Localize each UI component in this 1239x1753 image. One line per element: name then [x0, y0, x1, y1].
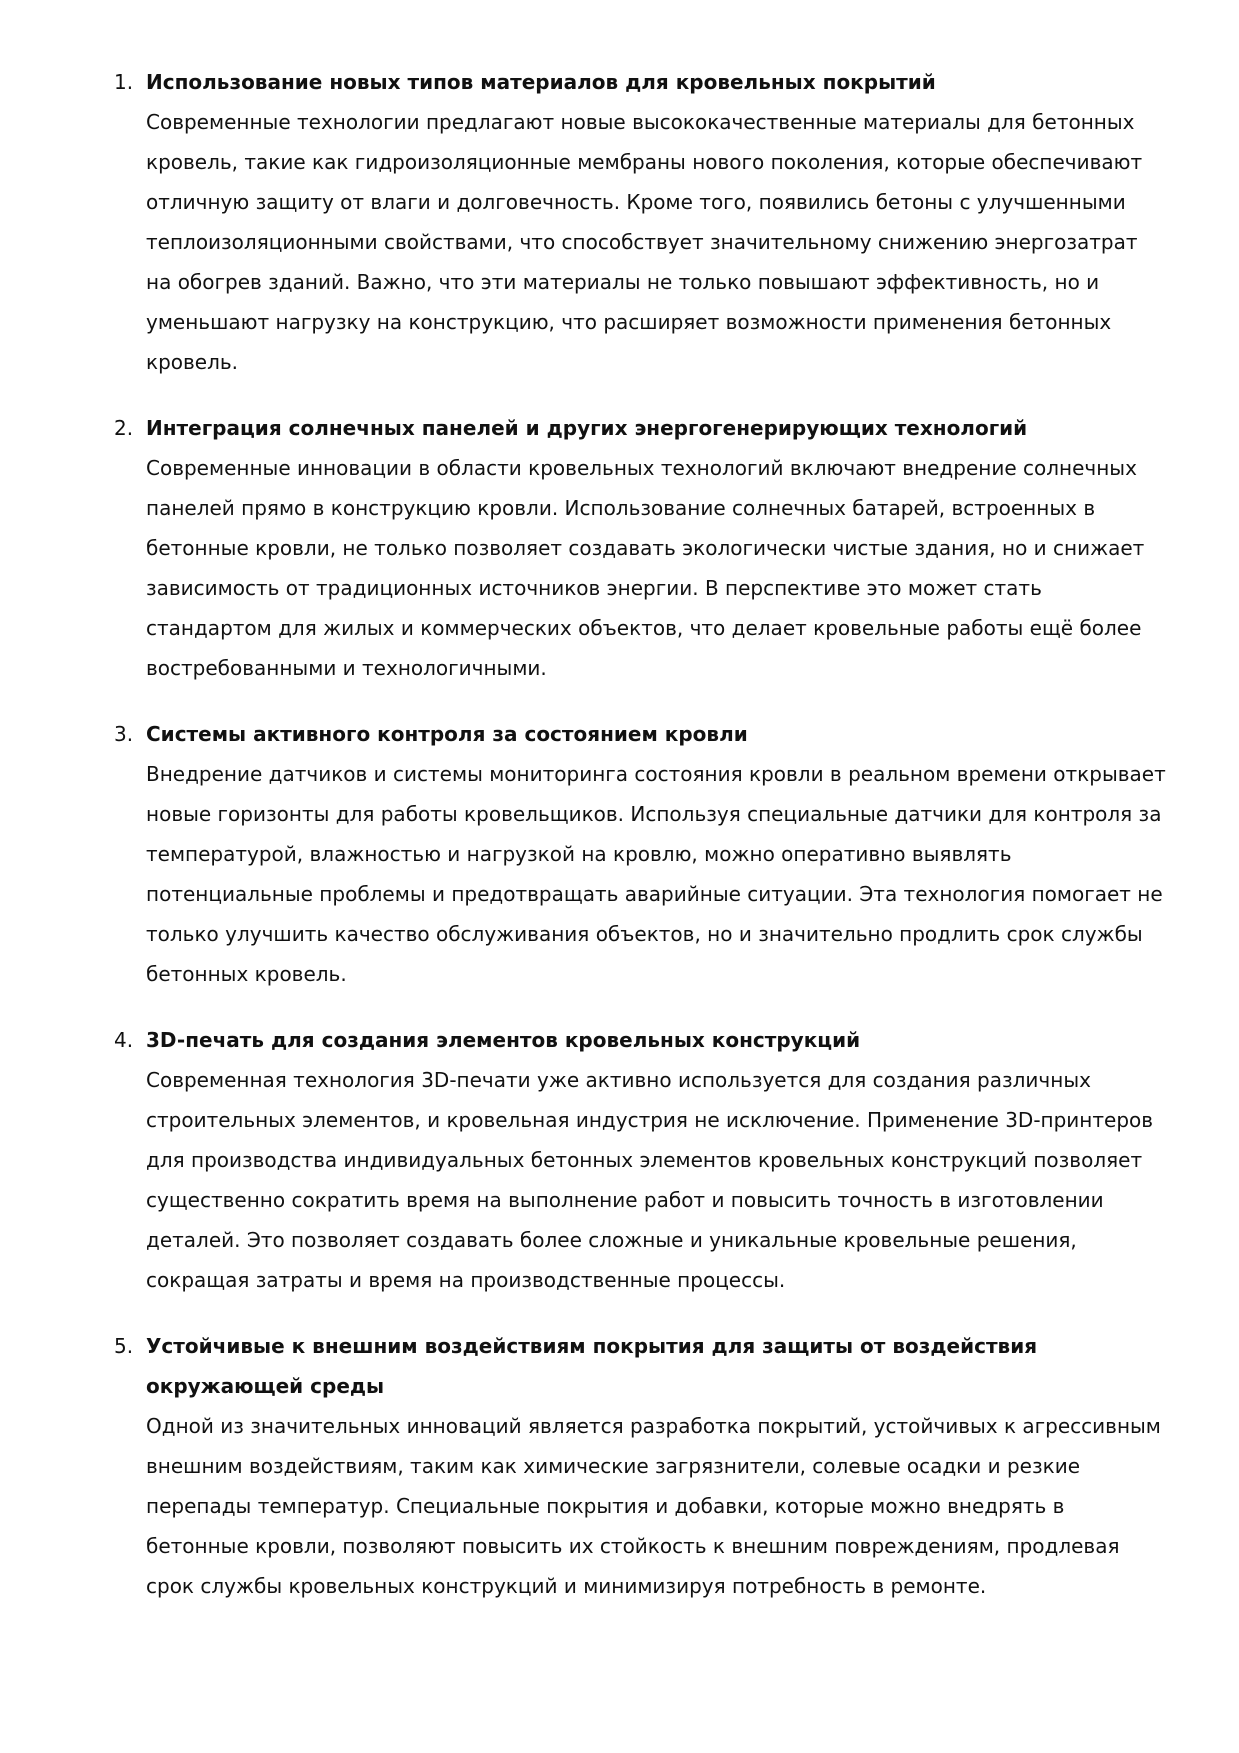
item-text: Одной из значительных инноваций является разработка покрытий, устойчивых к агрессивным внешним воздействиям, таким как химические загрязнители, солевые осадки и резкие перепады температур. Специальные покрытия и добавки, которые можно внедрять в бетонные кровли, позволяют повысить их стойкость к внешним повреждениям, продлевая срок службы кровельных конструкций и минимизируя потребность в ремонте. — [146, 1414, 1161, 1598]
item-heading: 3D-печать для создания элементов кровельных конструкций — [146, 1028, 861, 1052]
numbered-list — [110, 62, 1169, 1606]
item-text: Современные технологии предлагают новые высококачественные материалы для бетонных кровель, такие как гидроизоляционные мембраны нового поколения, которые обеспечивают отличную защиту от влаги и долговечность. Кроме того, появились бетоны с улучшенными теплоизоляционными свойствами, что способствует значительному снижению энергозатрат на обогрев зданий. Важно, что эти материалы не только повышают эффективность, но и уменьшают нагрузку на конструкцию, что расширяет возможности применения бетонных кровель. — [146, 110, 1143, 374]
list-item — [110, 1020, 1169, 1300]
item-number: 5. — [114, 1334, 134, 1358]
list-item — [110, 714, 1169, 994]
item-text: Современные инновации в области кровельных технологий включают внедрение солнечных панелей прямо в конструкцию кровли. Использование солнечных батарей, встроенных в бетонные кровли, не только позволяет создавать экологически чистые здания, но и снижает зависимость от традиционных источников энергии. В перспективе это может стать стандартом для жилых и коммерческих объектов, что делает кровельные работы ещё более востребованными и технологичными. — [146, 456, 1145, 680]
item-heading: Системы активного контроля за состоянием кровли — [146, 722, 748, 746]
list-item — [110, 62, 1169, 382]
item-heading: Устойчивые к внешним воздействиям покрытия для защиты от воздействия окружающей среды — [146, 1334, 1038, 1398]
list-item — [110, 1326, 1169, 1606]
item-number: 1. — [114, 70, 134, 94]
item-number: 2. — [114, 416, 134, 440]
list-item — [110, 408, 1169, 688]
item-heading: Интеграция солнечных панелей и других энергогенерирующих технологий — [146, 416, 1028, 440]
item-heading: Использование новых типов материалов для кровельных покрытий — [146, 70, 936, 94]
item-number: 4. — [114, 1028, 134, 1052]
item-number: 3. — [114, 722, 134, 746]
item-text: Современная технология 3D-печати уже активно используется для создания различных строительных элементов, и кровельная индустрия не исключение. Применение 3D-принтеров для производства индивидуальных бетонных элементов кровельных конструкций позволяет существенно сократить время на выполнение работ и повысить точность в изготовлении деталей. Это позволяет создавать более сложные и уникальные кровельные решения, сокращая затраты и время на производственные процессы. — [146, 1068, 1154, 1292]
item-text: Внедрение датчиков и системы мониторинга состояния кровли в реальном времени открывает новые горизонты для работы кровельщиков. Используя специальные датчики для контроля за температурой, влажностью и нагрузкой на кровлю, можно оперативно выявлять потенциальные проблемы и предотвращать аварийные ситуации. Эта технология помогает не только улучшить качество обслуживания объектов, но и значительно продлить срок службы бетонных кровель. — [146, 762, 1166, 986]
